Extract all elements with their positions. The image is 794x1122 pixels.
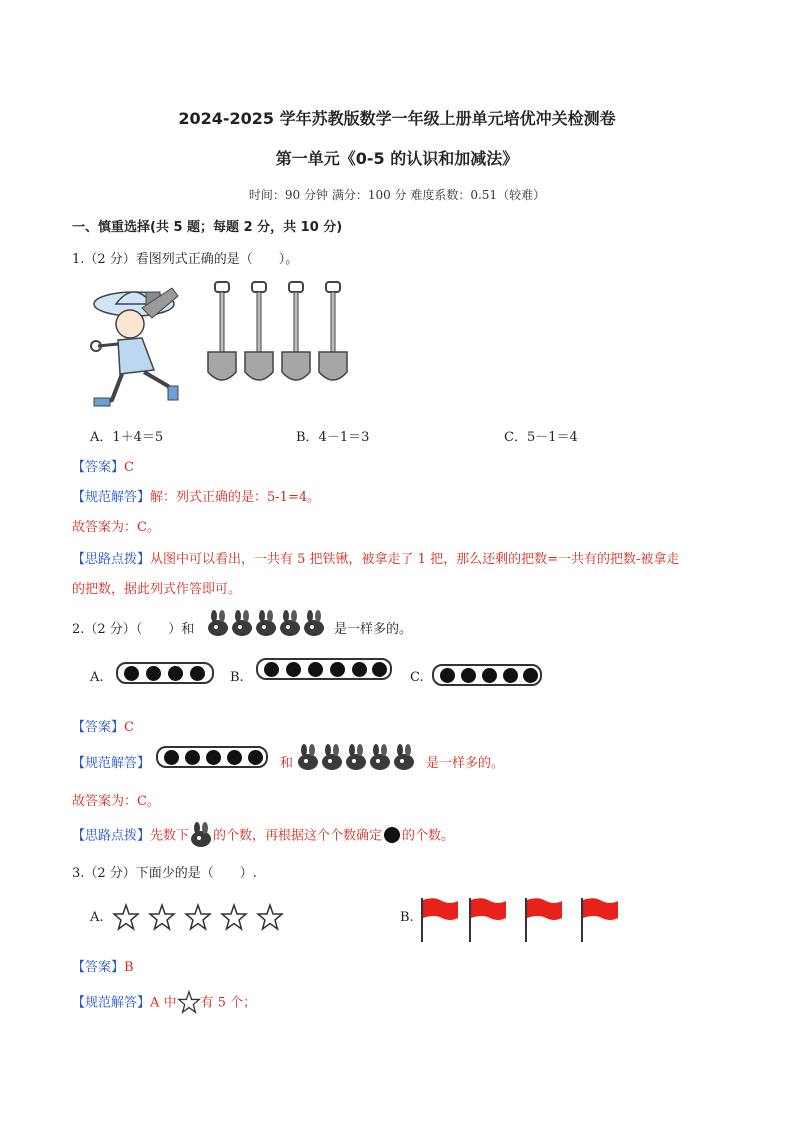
dot-icon bbox=[308, 662, 323, 677]
shovel-icon bbox=[245, 282, 273, 380]
q2-hint-a: 先数下 bbox=[150, 828, 190, 844]
rabbit-icon bbox=[370, 744, 390, 770]
q2-stem-prefix: 2.（2 分）（ ）和 bbox=[72, 622, 195, 637]
star-outline-icon bbox=[150, 905, 174, 929]
q1-answer: C bbox=[124, 460, 134, 475]
shovel-group bbox=[202, 280, 362, 388]
q1-solution-line bbox=[72, 486, 320, 505]
rabbit-icon bbox=[208, 610, 228, 636]
q1-conclusion: 故答案为：C。 bbox=[72, 520, 160, 535]
rabbit-icon bbox=[394, 744, 414, 770]
dot-icon bbox=[164, 750, 179, 765]
star-outline-icon bbox=[177, 990, 201, 1014]
rabbit-icon bbox=[304, 610, 324, 636]
solution-tag: 【规范解答】 bbox=[72, 756, 151, 771]
q1-hint-1: 从图中可以看出，一共有 5 把铁锹，被拿走了 1 把，那么还剩的把数=一共有的把数-被拿走 bbox=[150, 552, 680, 567]
star-outline-icon bbox=[186, 905, 210, 929]
q3-solution-b: 有 5 个； bbox=[200, 995, 257, 1011]
rabbit-row bbox=[296, 744, 418, 774]
dot-icon bbox=[523, 668, 538, 683]
rabbit-row bbox=[206, 610, 328, 640]
solution-tag: 【规范解答】 bbox=[72, 490, 151, 505]
q1-hint-2: 的把数，据此列式作答即可。 bbox=[72, 582, 242, 597]
rabbit-icon bbox=[346, 744, 366, 770]
q2-option-a-label: A. bbox=[90, 670, 104, 685]
dot-icon bbox=[206, 750, 221, 765]
hint-tag: 【思路点拨】 bbox=[72, 552, 151, 567]
rabbit-icon bbox=[280, 610, 300, 636]
exam-meta: 时间：90 分钟 满分：100 分 难度系数：0.51（较难） bbox=[248, 188, 546, 202]
q2-solution-end: 是一样多的。 bbox=[426, 756, 505, 771]
dot-icon bbox=[461, 668, 476, 683]
shovel-icon bbox=[319, 282, 347, 380]
q1-option-b: B．4－1＝3 bbox=[296, 430, 370, 445]
q3-option-b-flags bbox=[418, 896, 622, 944]
q3-solution-line bbox=[72, 990, 256, 1014]
hint-tag: 【思路点拨】 bbox=[72, 828, 151, 844]
dot-icon bbox=[227, 750, 242, 765]
dot-icon bbox=[440, 668, 455, 683]
q3-option-b-label: B. bbox=[400, 910, 414, 925]
q2-option-c-label: C. bbox=[410, 670, 424, 685]
star-outline-icon bbox=[222, 905, 246, 929]
star-outline-icon bbox=[258, 905, 282, 929]
q2-hint-c: 的个数。 bbox=[402, 828, 455, 844]
dot-icon bbox=[382, 825, 402, 845]
child-with-hat-illustration bbox=[82, 278, 192, 416]
rabbit-icon bbox=[256, 610, 276, 636]
rabbit-icon bbox=[232, 610, 252, 636]
q2-option-a-dots bbox=[116, 662, 214, 684]
answer-tag: 【答案】 bbox=[72, 720, 125, 735]
q3-answer-line bbox=[72, 956, 134, 975]
q2-stem-suffix: 是一样多的。 bbox=[334, 622, 413, 637]
q2-option-c-dots bbox=[432, 664, 542, 686]
q2-conclusion: 故答案为：C。 bbox=[72, 794, 160, 809]
dot-icon bbox=[146, 666, 161, 681]
dot-icon bbox=[330, 662, 345, 677]
q3-stem: 3.（2 分）下面少的是（ ）. bbox=[72, 866, 257, 881]
red-flag-icon bbox=[470, 898, 506, 942]
q1-option-a: A．1＋4＝5 bbox=[90, 430, 164, 445]
q1-solution: 解：列式正确的是：5-1=4。 bbox=[150, 490, 321, 505]
rabbit-icon bbox=[189, 822, 213, 848]
dot-icon bbox=[168, 666, 183, 681]
q2-option-b-label: B. bbox=[230, 670, 244, 685]
answer-tag: 【答案】 bbox=[72, 460, 125, 475]
dot-icon bbox=[264, 662, 279, 677]
red-flag-icon bbox=[526, 898, 562, 942]
q2-answer: C bbox=[124, 720, 134, 735]
q3-answer: B bbox=[124, 960, 134, 975]
solution-tag: 【规范解答】 bbox=[72, 995, 151, 1011]
dot-icon bbox=[286, 662, 301, 677]
dot-icon bbox=[372, 662, 387, 677]
dot-icon bbox=[352, 662, 367, 677]
document-title: 2024-2025 学年苏教版数学一年级上册单元培优冲关检测卷 bbox=[178, 109, 616, 128]
dot-icon bbox=[248, 750, 263, 765]
star-outline-icon bbox=[114, 905, 138, 929]
shovel-icon bbox=[208, 282, 236, 380]
red-flag-icon bbox=[422, 898, 458, 942]
dot-icon bbox=[503, 668, 518, 683]
dot-icon bbox=[190, 666, 205, 681]
shovel-icon bbox=[282, 282, 310, 380]
q3-option-a-label: A. bbox=[90, 910, 104, 925]
rabbit-icon bbox=[322, 744, 342, 770]
q1-option-c: C．5－1＝4 bbox=[504, 430, 578, 445]
q1-hint-line bbox=[72, 548, 679, 567]
q2-option-b-dots bbox=[256, 658, 392, 680]
q2-hint-b: 的个数，再根据这个个数确定 bbox=[213, 828, 383, 844]
q1-answer-line bbox=[72, 456, 134, 475]
rabbit-icon bbox=[298, 744, 318, 770]
q2-answer-line bbox=[72, 716, 134, 735]
dot-icon bbox=[482, 668, 497, 683]
dot-icon bbox=[185, 750, 200, 765]
red-flag-icon bbox=[582, 898, 618, 942]
q2-solution-dots bbox=[156, 746, 268, 768]
document-subtitle: 第一单元《0-5 的认识和加减法》 bbox=[275, 149, 519, 168]
q3-option-a-stars bbox=[112, 903, 286, 931]
q1-stem: 1.（2 分）看图列式正确的是（ ）。 bbox=[72, 252, 299, 267]
dot-icon bbox=[124, 666, 139, 681]
q2-hint-line bbox=[72, 822, 454, 848]
section-heading: 一、慎重选择(共 5 题；每题 2 分，共 10 分) bbox=[72, 220, 343, 235]
answer-tag: 【答案】 bbox=[72, 960, 125, 975]
q2-solution-mid: 和 bbox=[280, 756, 294, 771]
q3-solution-a: A 中 bbox=[150, 995, 177, 1011]
